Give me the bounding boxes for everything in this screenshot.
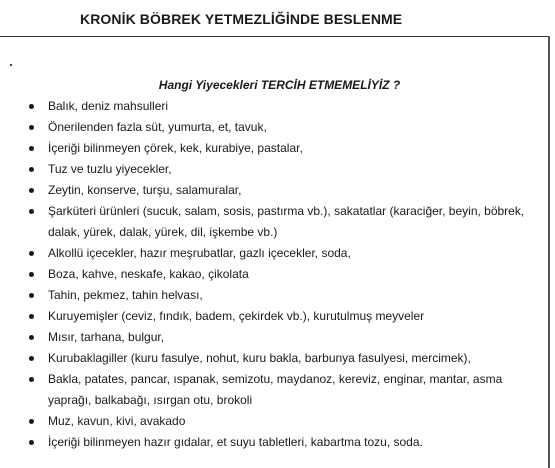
list-item-text: Bakla, patates, pancar, ıspanak, semizotu, maydanoz, kereviz, enginar, mantar, asma yaprağı, balkabağı, ısırgan otu, brokoli	[48, 372, 503, 407]
list-item-text: İçeriği bilinmeyen çörek, kek, kurabiye, pastalar,	[48, 141, 303, 155]
list-item	[28, 117, 528, 138]
list-item-text: Önerilenden fazla süt, yumurta, et, tavuk,	[48, 120, 267, 134]
page-title: KRONİK BÖBREK YETMEZLİĞİNDE BESLENME	[80, 11, 403, 27]
bullet-icon	[29, 440, 34, 445]
list-item-text: Mısır, tarhana, bulgur,	[48, 330, 165, 344]
list-item-text: Boza, kahve, neskafe, kakao, çikolata	[48, 267, 249, 281]
bullet-icon	[29, 104, 34, 109]
list-item-text: Muz, kavun, kivi, avakado	[48, 414, 186, 428]
header-bar	[0, 0, 549, 37]
bullet-icon	[29, 356, 34, 361]
bullet-icon	[29, 209, 34, 214]
list-item-text: Balık, deniz mahsulleri	[48, 99, 169, 113]
list-item	[28, 327, 528, 348]
list-item	[28, 264, 528, 285]
list-item-text: Kurubaklagiller (kuru fasulye, nohut, kuru bakla, barbunya fasulyesi, mercimek),	[48, 351, 471, 365]
list-item	[28, 96, 528, 117]
list-item	[28, 411, 528, 432]
list-item-text: İçeriği bilinmeyen hazır gıdalar, et suyu tabletleri, kabartma tozu, soda.	[48, 435, 423, 449]
list-item-text: Kuruyemişler (ceviz, fındık, badem, çekirdek vb.), kurutulmuş meyveler	[48, 309, 425, 323]
bullet-icon	[29, 419, 34, 424]
list-item-text: Şarküteri ürünleri (sucuk, salam, sosis, pastırma vb.), sakatatlar (karaciğer, beyin, böbrek, dalak, yürek, dalak, yürek, dil, işkembe vb.)	[48, 204, 525, 239]
list-item-text: Zeytin, konserve, turşu, salamuralar,	[48, 183, 242, 197]
list-item	[28, 369, 528, 411]
list-item	[28, 285, 528, 306]
list-item	[28, 306, 528, 327]
bullet-icon	[29, 272, 34, 277]
section-heading: Hangi Yiyecekleri TERCİH ETMEMELİYİZ ?	[158, 78, 401, 92]
list-item-text: Tahin, pekmez, tahin helvası,	[48, 288, 203, 302]
bullet-icon	[29, 377, 34, 382]
stray-dot	[10, 64, 12, 66]
list-item	[28, 138, 528, 159]
food-list	[28, 96, 528, 453]
list-item	[28, 243, 528, 264]
list-item-text: Tuz ve tuzlu yiyecekler,	[48, 162, 172, 176]
list-item	[28, 432, 528, 453]
bullet-icon	[29, 251, 34, 256]
bullet-icon	[29, 293, 34, 298]
bullet-icon	[29, 146, 34, 151]
list-item-text: Alkollü içecekler, hazır meşrubatlar, gazlı içecekler, soda,	[48, 246, 351, 260]
list-item	[28, 180, 528, 201]
list-item	[28, 201, 528, 243]
bullet-icon	[29, 335, 34, 340]
bullet-icon	[29, 188, 34, 193]
bullet-icon	[29, 167, 34, 172]
list-item	[28, 348, 528, 369]
right-border-line	[548, 36, 550, 468]
bullet-icon	[29, 125, 34, 130]
list-item	[28, 159, 528, 180]
bullet-icon	[29, 314, 34, 319]
